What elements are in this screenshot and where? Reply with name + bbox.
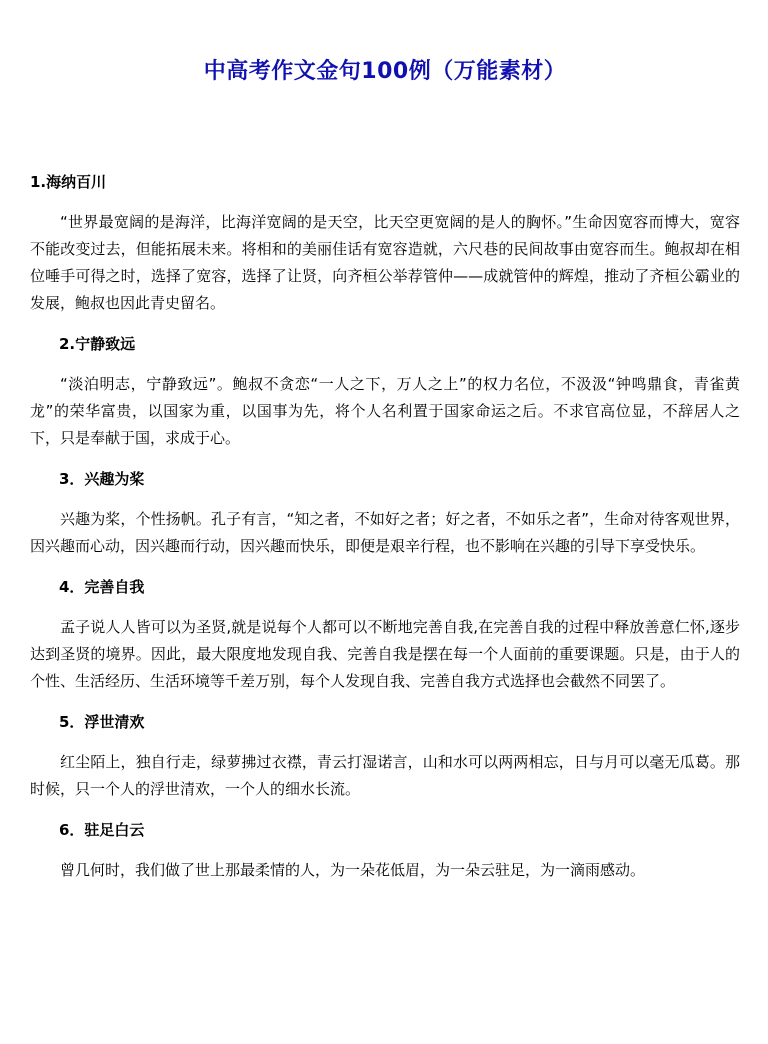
section-heading: 1.海纳百川 (30, 173, 107, 191)
section-6 (30, 819, 740, 884)
sections-list (30, 171, 740, 884)
document-title: 中高考作文金句100例（万能素材） (203, 59, 567, 84)
section-3 (30, 468, 740, 560)
section-heading: 6．驻足白云 (59, 821, 145, 839)
section-body: 兴趣为桨，个性扬帆。孔子有言，“知之者，不如好之者；好之者，不如乐之者”，生命对待客观世界，因兴趣而心动，因兴趣而行动，因兴趣而快乐，即便是艰辛行程，也不影响在兴趣的引导下享受快乐。 (30, 510, 740, 555)
section-4 (30, 576, 740, 695)
section-heading: 2.宁静致远 (59, 335, 136, 353)
section-1 (30, 171, 740, 317)
section-body: “淡泊明志，宁静致远”。鲍叔不贪恋“一人之下，万人之上”的权力名位，不汲汲“钟鸣鼎食，青雀黄龙”的荣华富贵，以国家为重，以国事为先，将个人名利置于国家命运之后。不求官高位显，不辞居人之下，只是奉献于国，求成于心。 (30, 375, 740, 447)
section-5 (30, 711, 740, 803)
section-body: 红尘陌上，独自行走，绿萝拂过衣襟，青云打湿诺言，山和水可以两两相忘，日与月可以毫无瓜葛。那时候，只一个人的浮世清欢，一个人的细水长流。 (30, 753, 740, 798)
section-body: 曾几何时，我们做了世上那最柔情的人，为一朵花低眉，为一朵云驻足，为一滴雨感动。 (60, 861, 646, 879)
section-body: “世界最宽阔的是海洋，比海洋宽阔的是天空，比天空更宽阔的是人的胸怀。”生命因宽容而博大，宽容不能改变过去，但能拓展未来。将相和的美丽佳话有宽容造就，六尺巷的民间故事由宽容而生。鲍叔却在相位唾手可得之时，选择了宽容，选择了让贤，向齐桓公举荐管仲——成就管仲的辉煌，推动了齐桓公霸业的发展，鲍叔也因此青史留名。 (30, 213, 740, 312)
section-2 (30, 333, 740, 452)
section-heading: 4．完善自我 (59, 578, 145, 596)
section-body: 孟子说人人皆可以为圣贤,就是说每个人都可以不断地完善自我,在完善自我的过程中释放善意仁怀,逐步达到圣贤的境界。因此，最大限度地发现自我、完善自我是摆在每一个人面前的重要课题。只是，由于人的个性、生活经历、生活环境等千差万别，每个人发现自我、完善自我方式选择也会截然不同罢了。 (30, 618, 740, 690)
section-heading: 5．浮世清欢 (59, 713, 145, 731)
section-heading: 3．兴趣为桨 (59, 470, 145, 488)
